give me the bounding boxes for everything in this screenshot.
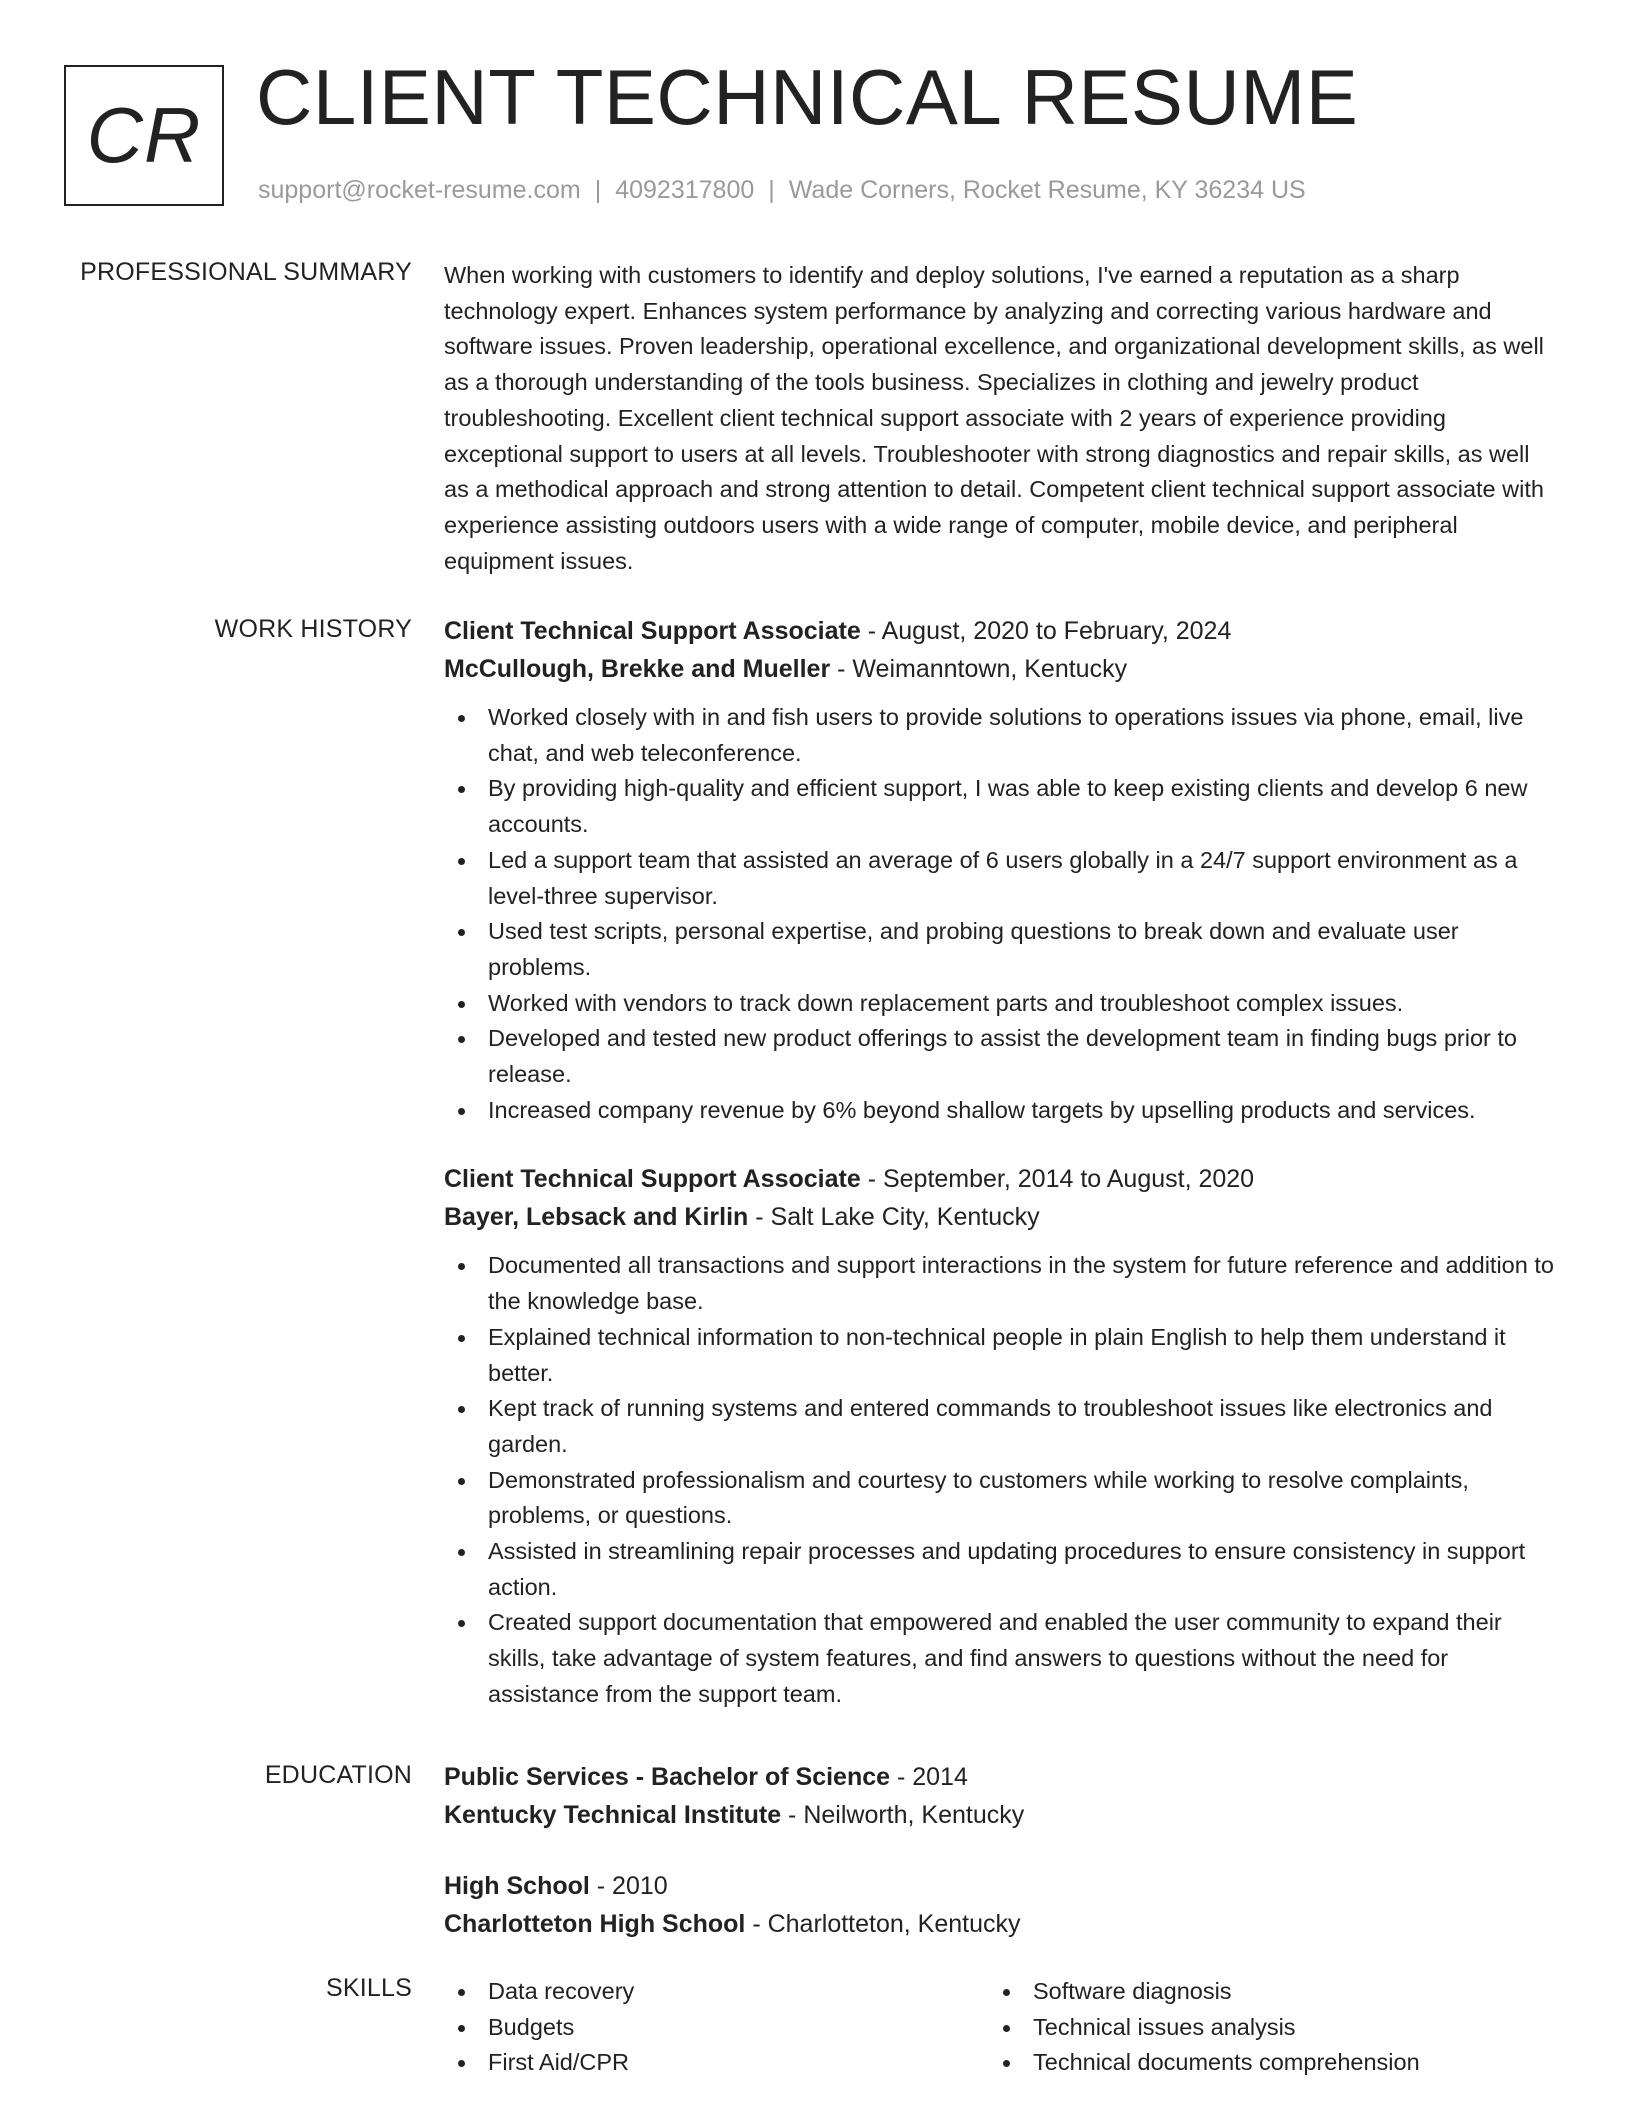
education-degree: High School [444,1872,590,1900]
summary-heading: PROFESSIONAL SUMMARY [80,258,412,286]
job-company-line [444,650,1556,688]
contact-separator: | [594,176,602,204]
education-entry [444,1758,1556,1834]
job-bullet: Worked closely with in and fish users to provide solutions to operations issues via phone, email, live chat, and web teleconference. [444,700,1556,771]
job-bullet: Demonstrated professionalism and courtesy to customers while working to resolve complaints, problems, or questions. [444,1463,1556,1534]
education-degree-line [444,1867,1556,1905]
job-bullets [444,700,1556,1128]
job-bullet: Worked with vendors to track down replacement parts and troubleshoot complex issues. [444,986,1556,1022]
education-heading: EDUCATION [264,1761,412,1789]
job-location: - Weimanntown, Kentucky [830,655,1128,683]
job-bullet: Documented all transactions and support interactions in the system for future reference and addition to the knowledge base. [444,1248,1556,1319]
job-bullet: Increased company revenue by 6% beyond shallow targets by upselling products and services. [444,1093,1556,1129]
education-school: Kentucky Technical Institute [444,1801,782,1829]
summary-text: When working with customers to identify and deploy solutions, I've earned a reputation as a sharp technology expert. Enhances system performance by analyzing and correcting various hardware and software issues. Proven leadership, operational excellence, and organizational development skills, as well as a thorough understanding of the tools business. Specializes in clothing and jewelry product troubleshooting. Excellent client technical support associate with 2 years of experience providing exceptional support to users at all levels. Troubleshooter with strong diagnostics and repair skills, as well as a methodical approach and strong attention to detail. Competent client technical support associate with experience assisting outdoors users with a wide range of computer, mobile device, and peripheral equipment issues. [444,262,1544,574]
skill-item: Technical documents comprehension [989,2045,1534,2081]
contact-phone: 4092317800 [615,176,755,204]
job-bullet: By providing high-quality and efficient support, I was able to keep existing clients and develop 6 new accounts. [444,771,1556,842]
contact-line [258,176,1306,205]
skill-item: Software diagnosis [989,1974,1534,2010]
education-entry [444,1867,1556,1943]
skills-column-left [444,1974,989,2081]
job-bullets [444,1248,1556,1712]
job-bullet: Used test scripts, personal expertise, and probing questions to break down and evaluate user problems. [444,914,1556,985]
skills-heading: SKILLS [326,1974,412,2002]
job-bullet: Kept track of running systems and entered commands to troubleshoot issues like electronics and garden. [444,1391,1556,1462]
education-location: - Charlotteton, Kentucky [745,1910,1021,1938]
job-dates: - September, 2014 to August, 2020 [860,1165,1255,1194]
job-title-line [444,1160,1556,1198]
skills-list [444,1974,989,2081]
education-degree: Public Services - Bachelor of Science [444,1763,891,1791]
monogram-logo: CR [64,65,224,206]
education-school: Charlotteton High School [444,1910,746,1938]
skills-list [989,1974,1534,2081]
education-school-line [444,1796,1556,1834]
contact-email: support@rocket-resume.com [258,176,581,204]
job-company-line [444,1198,1556,1236]
job-title: Client Technical Support Associate [444,617,861,645]
job-title-line [444,612,1556,650]
job-entry [444,1160,1556,1712]
education-school-line [444,1905,1556,1943]
work-history-heading: WORK HISTORY [214,615,412,643]
skill-item: Data recovery [444,1974,989,2010]
skill-item: Technical issues analysis [989,2010,1534,2046]
job-company: McCullough, Brekke and Mueller [444,655,831,683]
job-company: Bayer, Lebsack and Kirlin [444,1203,749,1232]
job-bullet: Created support documentation that empowered and enabled the user community to expand their skills, take advantage of system features, and find answers to questions without the need for assistance from the support team. [444,1605,1556,1712]
education-year: - 2014 [890,1763,968,1791]
skill-item: First Aid/CPR [444,2045,989,2081]
job-title: Client Technical Support Associate [444,1165,861,1194]
job-bullet: Led a support team that assisted an average of 6 users globally in a 24/7 support environment as a level-three supervisor. [444,843,1556,914]
skills-column-right [989,1974,1534,2081]
resume-title: CLIENT TECHNICAL RESUME [256,53,1359,141]
skills-columns [444,1974,1556,2081]
job-location: - Salt Lake City, Kentucky [748,1203,1040,1232]
job-dates: - August, 2020 to February, 2024 [860,617,1232,645]
job-entry [444,612,1556,1128]
contact-address: Wade Corners, Rocket Resume, KY 36234 US [788,176,1306,204]
education-year: - 2010 [589,1872,668,1900]
job-bullet: Explained technical information to non-technical people in plain English to help them understand it better. [444,1320,1556,1391]
education-degree-line [444,1758,1556,1796]
skill-item: Budgets [444,2010,989,2046]
job-bullet: Developed and tested new product offerings to assist the development team in finding bugs prior to release. [444,1021,1556,1092]
contact-separator: | [768,176,775,204]
education-location: - Neilworth, Kentucky [781,1801,1025,1829]
job-bullet: Assisted in streamlining repair processes and updating procedures to ensure consistency in support action. [444,1534,1556,1605]
